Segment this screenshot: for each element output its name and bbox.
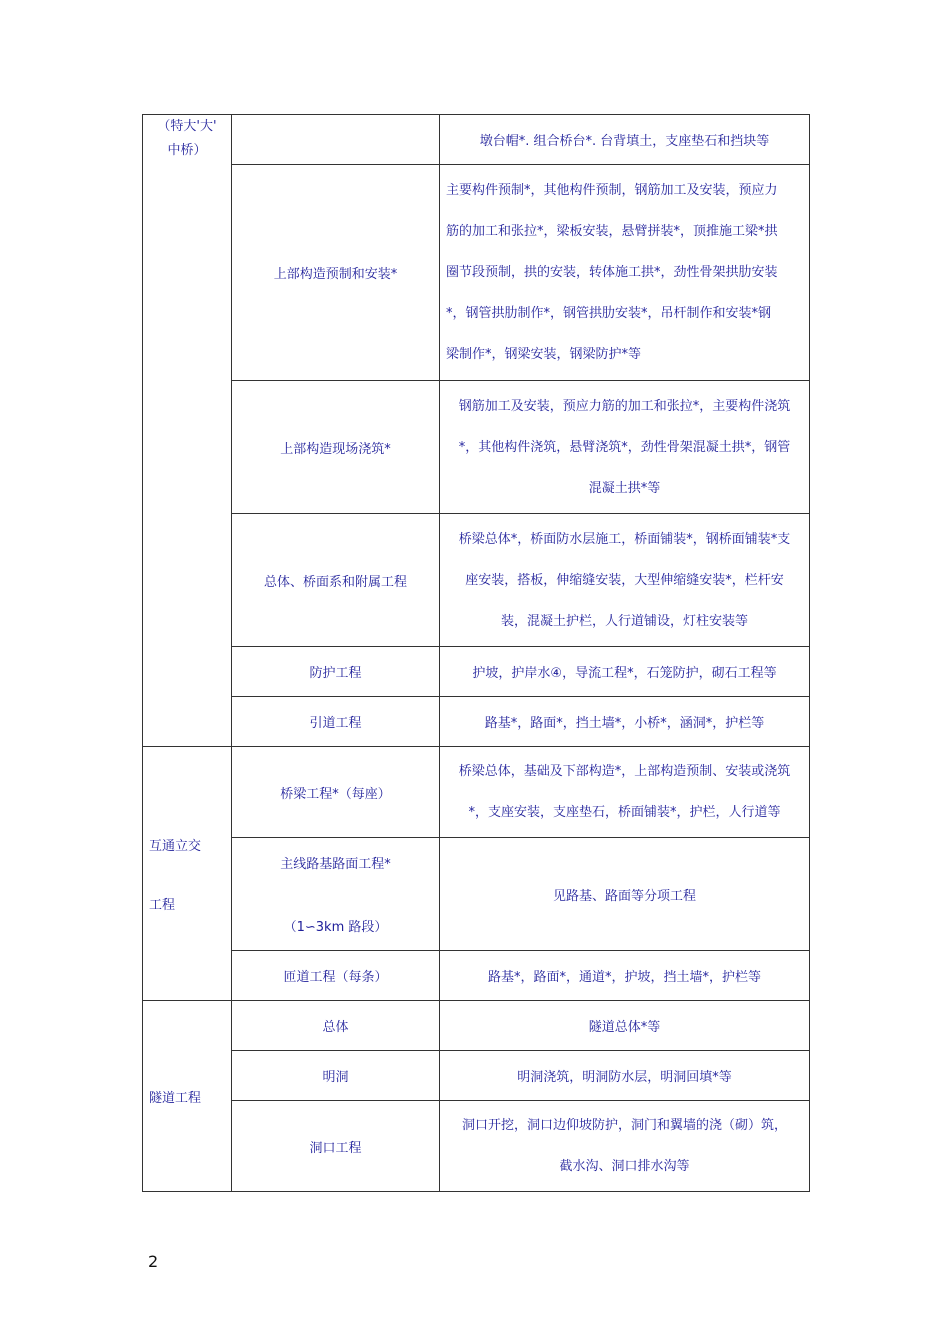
subitem-cell: 总体、桥面系和附属工程 bbox=[232, 514, 440, 647]
category-line: 互通立交 bbox=[149, 838, 202, 854]
table-row bbox=[143, 838, 810, 951]
subitem-line: 匝道工程（每条） bbox=[283, 970, 388, 985]
description-cell bbox=[440, 697, 810, 747]
description-line: 主要构件预制*，其他构件预制，钢筋加工及安装，预应力 bbox=[446, 183, 778, 198]
table-row bbox=[143, 747, 810, 838]
subitem-line: 主线路基路面工程* bbox=[280, 857, 391, 872]
description-cell bbox=[440, 381, 810, 514]
description-line: 座安装，搭板，伸缩缝安装，大型伸缩缝安装*，栏杆安 bbox=[465, 572, 784, 588]
description-cell bbox=[440, 747, 810, 838]
description-line: 明洞浇筑，明洞防水层，明洞回填*等 bbox=[517, 1070, 732, 1085]
subitem-cell: 总体 bbox=[232, 1001, 440, 1051]
description-cell bbox=[440, 115, 810, 165]
description-line: 钢筋加工及安装，预应力筋的加工和张拉*，主要构件浇筑 bbox=[458, 398, 791, 414]
description-cell bbox=[440, 951, 810, 1001]
description-cell bbox=[440, 1051, 810, 1101]
table-row bbox=[143, 1101, 810, 1192]
category-line: 工程 bbox=[149, 897, 176, 913]
description-cell bbox=[440, 514, 810, 647]
description-line: 圈节段预制，拱的安装，转体施工拱*，劲性骨架拱肋安装 bbox=[446, 265, 778, 280]
category-line: （特大'大' bbox=[157, 119, 217, 134]
subitem-line: 桥梁工程*（每座） bbox=[280, 786, 391, 802]
subitem-cell bbox=[232, 115, 440, 165]
page-number: 2 bbox=[148, 1252, 159, 1271]
table-row bbox=[143, 381, 810, 514]
description-line: 见路基、路面等分项工程 bbox=[552, 888, 696, 904]
table-row bbox=[143, 697, 810, 747]
subitem-cell bbox=[232, 838, 440, 951]
subitem-line: （1∽3km 路段） bbox=[283, 920, 388, 935]
description-cell bbox=[440, 1101, 810, 1192]
description-line: *，支座安装，支座垫石，桥面铺装*，护栏，人行道等 bbox=[468, 805, 781, 820]
subitem-cell bbox=[232, 951, 440, 1001]
description-cell bbox=[440, 647, 810, 697]
description-line: 墩台帽*. 组合桥台*. 台背填土，支座垫石和挡块等 bbox=[479, 134, 770, 149]
table-row bbox=[143, 1001, 810, 1051]
subitem-cell: 明洞 bbox=[232, 1051, 440, 1101]
description-line: 筋的加工和张拉*，梁板安装，悬臂拼装*，顶推施工梁*拱 bbox=[446, 224, 778, 239]
description-cell bbox=[440, 1001, 810, 1051]
description-cell bbox=[440, 838, 810, 951]
description-line: 路基*，路面*，挡土墙*，小桥*，涵洞*，护栏等 bbox=[484, 716, 765, 731]
description-line: 混凝土拱*等 bbox=[588, 480, 661, 496]
description-line: 路基*，路面*，通道*，护坡，挡土墙*，护栏等 bbox=[487, 970, 761, 985]
table-row bbox=[143, 1051, 810, 1101]
category-tunnel: 隧道工程 bbox=[143, 1001, 232, 1192]
work-breakdown-table bbox=[142, 114, 810, 1192]
description-cell bbox=[440, 165, 810, 381]
subitem-cell: 引道工程 bbox=[232, 697, 440, 747]
category-line: 中桥） bbox=[167, 143, 207, 158]
description-line: 桥梁总体*，桥面防水层施工，桥面铺装*，钢桥面铺装*支 bbox=[458, 531, 791, 547]
subitem-cell: 上部构造预制和安装* bbox=[232, 165, 440, 381]
description-line: 截水沟、洞口排水沟等 bbox=[559, 1159, 690, 1174]
table-row bbox=[143, 514, 810, 647]
description-line: 桥梁总体，基础及下部构造*，上部构造预制、安装或浇筑 bbox=[458, 764, 791, 779]
description-line: *，其他构件浇筑，悬臂浇筑*，劲性骨架混凝土拱*，钢管 bbox=[458, 439, 791, 455]
table-row bbox=[143, 115, 810, 165]
table-row bbox=[143, 647, 810, 697]
subitem-cell bbox=[232, 747, 440, 838]
table-row bbox=[143, 951, 810, 1001]
subitem-cell: 防护工程 bbox=[232, 647, 440, 697]
description-line: 洞口开挖，洞口边仰坡防护，洞门和翼墙的浇（砌）筑， bbox=[461, 1118, 787, 1133]
description-line: 装，混凝土护栏，人行道铺设，灯柱安装等 bbox=[500, 613, 748, 629]
description-line: 隧道总体*等 bbox=[588, 1020, 661, 1035]
description-line: 梁制作*，钢梁安装，钢梁防护*等 bbox=[446, 347, 642, 362]
subitem-cell: 洞口工程 bbox=[232, 1101, 440, 1192]
description-line: 护坡，护岸水④，导流工程*，石笼防护，砌石工程等 bbox=[472, 666, 777, 681]
category-interchange bbox=[143, 747, 232, 1001]
description-line: *，钢管拱肋制作*，钢管拱肋安装*，吊杆制作和安装*钢 bbox=[446, 306, 772, 321]
subitem-cell: 上部构造现场浇筑* bbox=[232, 381, 440, 514]
table-row bbox=[143, 165, 810, 381]
category-bridge bbox=[143, 115, 232, 747]
